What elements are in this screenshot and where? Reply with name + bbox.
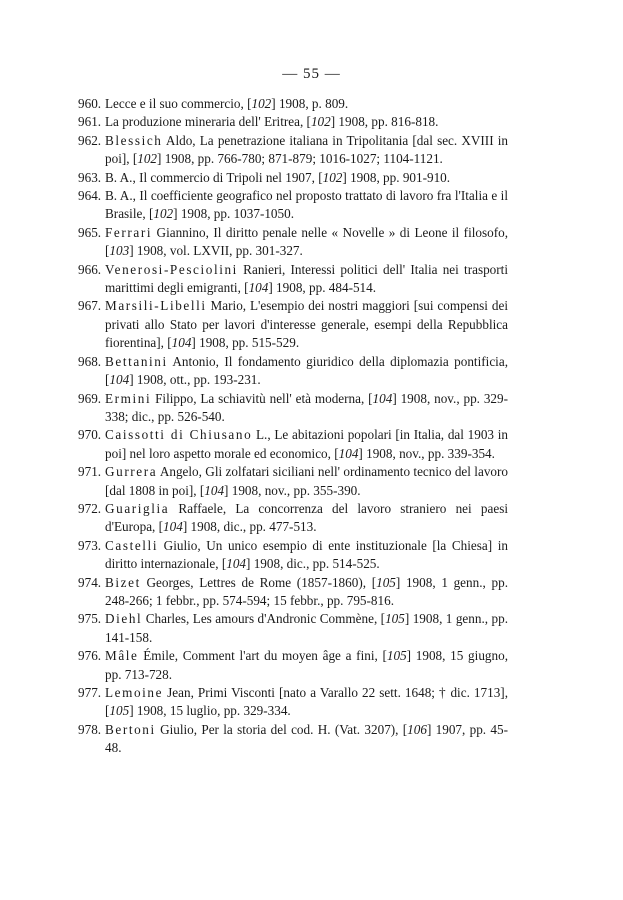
entry-citation: ] 1908, 1 genn., pp. 141-158.: [105, 611, 508, 645]
entry-citation: ] 1908, pp. 816-818.: [330, 114, 439, 130]
bibliography-entry: [78, 684, 508, 721]
entry-number: 967.: [78, 298, 102, 314]
bibliography-list: [78, 95, 508, 758]
bibliography-entry: [78, 187, 508, 224]
entry-text: Lecce e il suo commercio, [: [105, 96, 252, 111]
entry-text: Aldo, La penetrazione italiana in Tripolitania [dal sec. XVIII in poi], [: [105, 132, 508, 167]
entry-volume: 102: [310, 114, 331, 130]
entry-author: Ermini: [105, 390, 152, 406]
entry-text: Giannino, Il diritto penale nelle « Novelle » di Leone il filosofo, [: [105, 224, 508, 259]
entry-text: Émile, Comment l'art du moyen âge a fini, [: [138, 648, 387, 664]
entry-volume: 104: [372, 390, 393, 406]
entry-volume: 102: [137, 151, 158, 167]
bibliography-entry: [78, 169, 508, 187]
entry-text: La produzione mineraria dell' Eritrea, [: [105, 114, 311, 130]
entry-number: 966.: [78, 261, 102, 277]
entry-author: Guariglia: [105, 500, 170, 516]
entry-citation: ] 1908, pp. 1037-1050.: [173, 206, 295, 222]
entry-volume: 105: [386, 648, 407, 664]
entry-citation: ] 1908, 15 luglio, pp. 329-334.: [129, 703, 291, 719]
entry-author: Lemoine: [105, 685, 164, 700]
entry-number: 961.: [78, 114, 102, 130]
entry-citation: ] 1908, dic., pp. 514-525.: [246, 556, 380, 572]
entry-text: B. A., Il coefficiente geografico nel proposto trattato di lavoro fra l'Italia e il Brasile, [: [105, 188, 508, 222]
entry-number: 965.: [78, 224, 102, 240]
entry-citation: ] 1908, 15 giugno, pp. 713-728.: [105, 648, 508, 682]
bibliography-entry: [78, 500, 508, 537]
entry-citation: ] 1908, dic., pp. 477-513.: [182, 519, 317, 535]
entry-volume: 104: [163, 519, 183, 535]
entry-number: 969.: [78, 390, 102, 406]
bibliography-entry: [78, 95, 508, 113]
entry-author: Bettanini: [105, 353, 168, 369]
entry-volume: 104: [109, 372, 130, 388]
bibliography-entry: [78, 353, 508, 390]
page-number: — 55 —: [282, 66, 341, 82]
bibliography-entry: [78, 647, 508, 684]
entry-author: Gurrera: [105, 464, 158, 480]
entry-text: Mario, L'esempio dei nostri maggiori [sui compensi dei privati allo Stato per lavori d'interesse generale, esempi della Repubblica fiorentina], [: [105, 298, 508, 351]
entry-author: Mâle: [105, 648, 139, 664]
entry-text: B. A., Il commercio di Tripoli nel 1907, [: [105, 169, 323, 185]
entry-text: Charles, Les amours d'Andronic Commène, [: [142, 611, 386, 627]
entry-volume: 103: [109, 243, 130, 259]
entry-number: 960.: [78, 96, 102, 111]
entry-citation: ] 1908, ott., pp. 193-231.: [129, 372, 261, 388]
entry-author: Marsili-Libelli: [105, 298, 207, 314]
entry-volume: 102: [251, 96, 272, 111]
entry-author: Blessich: [105, 132, 163, 148]
entry-volume: 102: [153, 206, 174, 222]
bibliography-entry: [78, 132, 508, 169]
entry-author: Bizet: [105, 574, 141, 590]
entry-text: Giulio, Un unico esempio di ente instituzionale [la Chiesa] in diritto internazionale, [: [105, 537, 508, 572]
bibliography-entry: [78, 297, 508, 352]
entry-volume: 104: [248, 280, 269, 296]
bibliography-entry: [78, 721, 508, 758]
entry-text: Giulio, Per la storia del cod. H. (Vat. 3207), [: [155, 721, 408, 737]
entry-number: 974.: [78, 574, 102, 590]
entry-citation: ] 1908, pp. 515-529.: [191, 335, 300, 351]
entry-author: Diehl: [105, 611, 143, 627]
entry-text: L., Le abitazioni popolari [in Italia, dal 1903 in poi] nel loro aspetto morale ed economico, [: [105, 427, 508, 461]
entry-text: Antonio, Il fondamento giuridico della diplomazia pontificia, [: [105, 353, 508, 388]
bibliography-entry: [78, 224, 508, 261]
entry-volume: 105: [109, 703, 130, 719]
entry-citation: ] 1908, nov., pp. 355-390.: [224, 482, 361, 498]
entry-number: 964.: [78, 188, 102, 204]
bibliography-entry: [78, 537, 508, 574]
entry-text: Angelo, Gli zolfatari siciliani nell' ordinamento tecnico del lavoro [dal 1808 in poi], [: [105, 464, 508, 498]
entry-volume: 105: [376, 574, 396, 590]
entry-volume: 105: [385, 611, 405, 627]
entry-volume: 104: [338, 445, 359, 461]
entry-text: Raffaele, La concorrenza del lavoro straniero nei paesi d'Europa, [: [105, 500, 508, 535]
entry-author: Bertoni: [105, 721, 156, 737]
bibliography-entry: [78, 261, 508, 298]
entry-number: 972.: [78, 500, 102, 516]
entry-number: 973.: [78, 537, 102, 553]
entry-text: Filippo, La schiavitù nell' età moderna, [: [151, 390, 373, 406]
bibliography-entry: [78, 426, 508, 463]
entry-number: 978.: [78, 721, 102, 737]
entry-number: 977.: [78, 685, 102, 700]
entry-number: 970.: [78, 427, 102, 443]
entry-volume: 106: [407, 721, 427, 737]
entry-citation: ] 1908, p. 809.: [271, 96, 349, 111]
entry-citation: ] 1908, 1 genn., pp. 248-266; 1 febbr., pp. 574-594; 15 febbr., pp. 795-816.: [105, 574, 508, 608]
entry-author: Ferrari: [105, 224, 153, 240]
entry-citation: ] 1908, nov., pp. 339-354.: [358, 445, 495, 461]
entry-citation: ] 1908, pp. 901-910.: [342, 169, 451, 185]
entry-number: 968.: [78, 353, 102, 369]
bibliography-entry: [78, 574, 508, 611]
entry-volume: 104: [204, 482, 225, 498]
entry-citation: ] 1908, pp. 766-780; 871-879; 1016-1027; 1104-1121.: [157, 151, 443, 167]
entry-number: 976.: [78, 648, 102, 664]
entry-author: Venerosi-Pesciolini: [105, 261, 238, 277]
bibliography-entry: [78, 113, 508, 131]
entry-author: Caissotti di Chiusano: [105, 427, 253, 443]
entry-number: 975.: [78, 611, 102, 627]
entry-citation: ] 1908, pp. 484-514.: [268, 280, 377, 296]
entry-text: Jean, Primi Visconti [nato a Varallo 22 sett. 1648; † dic. 1713], [: [105, 685, 508, 719]
bibliography-entry: [78, 390, 508, 427]
bibliography-entry: [78, 610, 508, 647]
entry-volume: 104: [171, 335, 192, 351]
entry-citation: ] 1907, pp. 45-48.: [105, 721, 508, 756]
entry-citation: ] 1908, vol. LXVII, pp. 301-327.: [129, 243, 303, 259]
entry-volume: 102: [322, 169, 343, 185]
bibliography-entry: [78, 463, 508, 500]
entry-author: Castelli: [105, 537, 159, 553]
entry-text: Ranieri, Interessi politici dell' Italia nei trasporti marittimi degli emigranti, [: [105, 261, 508, 296]
entry-volume: 104: [226, 556, 246, 572]
entry-number: 971.: [78, 464, 102, 480]
entry-number: 962.: [78, 132, 102, 148]
entry-citation: ] 1908, nov., pp. 329-338; dic., pp. 526-540.: [105, 390, 508, 424]
entry-number: 963.: [78, 169, 102, 185]
entry-text: Georges, Lettres de Rome (1857-1860), [: [140, 574, 377, 590]
